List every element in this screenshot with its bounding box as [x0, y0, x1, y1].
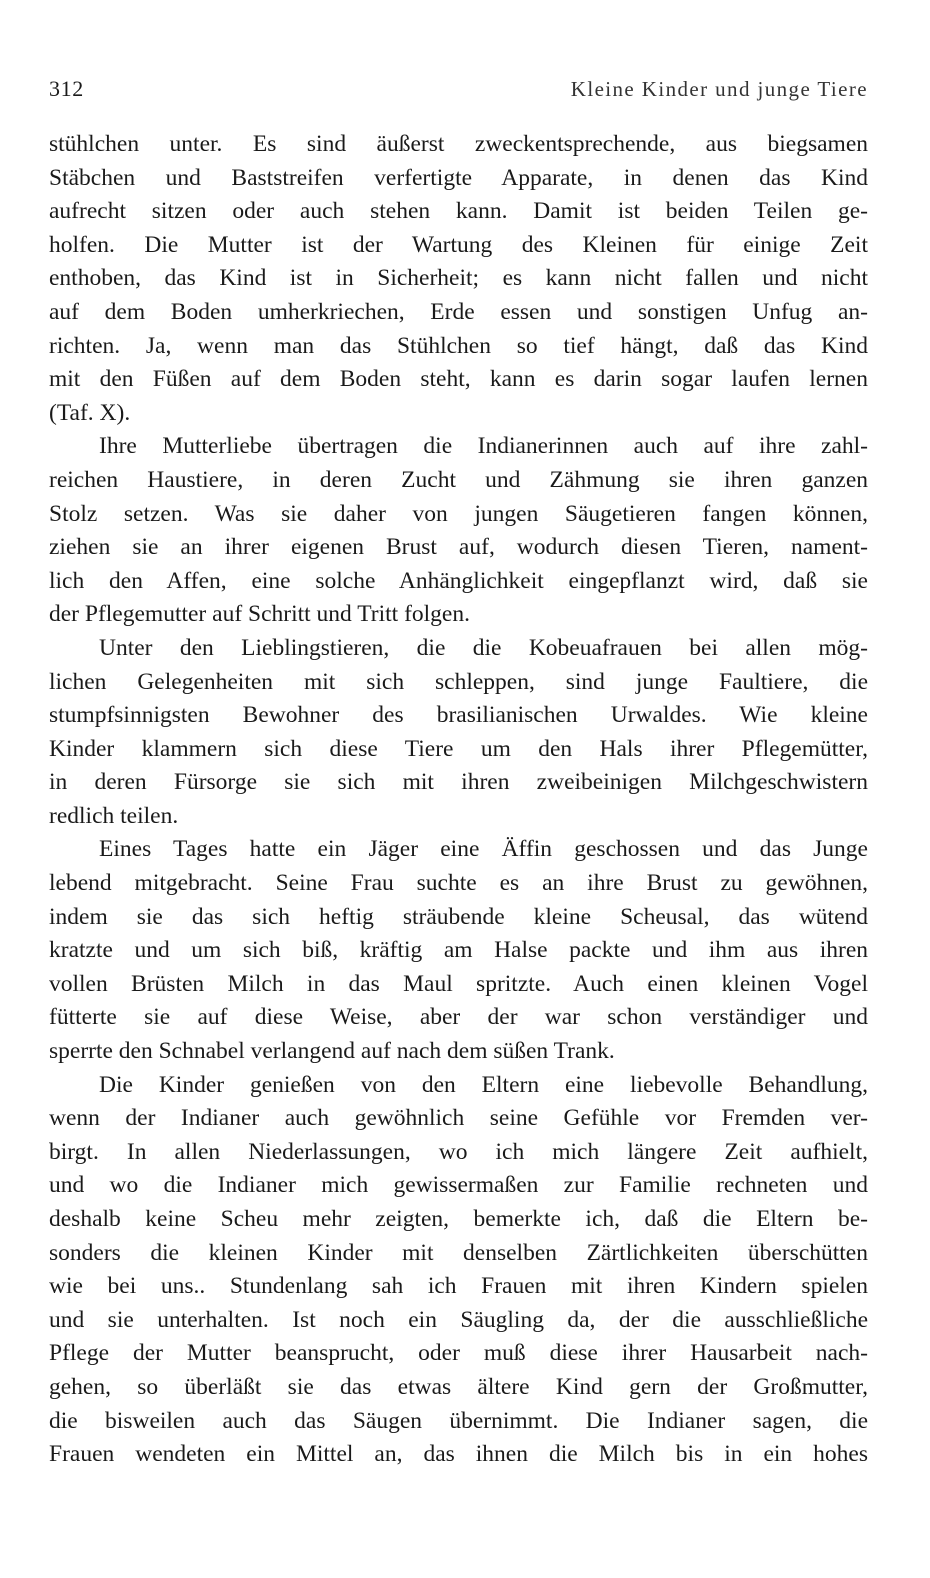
text-line: Stäbchen und Baststreifen verfertigte Apparate, in denen das Kind [49, 164, 868, 191]
text-line: richten. Ja, wenn man das Stühlchen so tief hängt, daß das Kind [49, 332, 868, 359]
text-line: enthoben, das Kind ist in Sicherheit; es kann nicht fallen und nicht [49, 265, 868, 292]
running-header [49, 76, 868, 106]
text-line: redlich teilen. [49, 802, 179, 829]
text-line: auf dem Boden umherkriechen, Erde essen und sonstigen Unfug an- [49, 298, 868, 325]
text-line: lich den Affen, eine solche Anhänglichkeit eingepflanzt wird, daß sie [49, 567, 868, 594]
text-line: und sie unterhalten. Ist noch ein Säugling da, der die ausschließliche [49, 1306, 868, 1333]
text-line: deshalb keine Scheu mehr zeigten, bemerkte ich, daß die Eltern be- [49, 1206, 868, 1232]
text-line: gehen, so überläßt sie das etwas ältere Kind gern der Großmutter, [49, 1373, 868, 1400]
text-line: kratzte und um sich biß, kräftig am Halse packte und ihm aus ihren [49, 937, 868, 964]
text-line: lebend mitgebracht. Seine Frau suchte es an ihre Brust zu gewöhnen, [49, 870, 868, 897]
text-line: der Pflegemutter auf Schritt und Tritt folgen. [49, 601, 470, 628]
text-line: Eines Tages hatte ein Jäger eine Äffin geschossen und das Junge [99, 836, 868, 863]
text-line: vollen Brüsten Milch in das Maul spritzte. Auch einen kleinen Vogel [49, 970, 868, 997]
text-line: stumpfsinnigsten Bewohner des brasilianischen Urwaldes. Wie kleine [49, 702, 868, 729]
text-line: holfen. Die Mutter ist der Wartung des Kleinen für einige Zeit [49, 231, 868, 258]
text-line: Unter den Lieblingstieren, die die Kobeuafrauen bei allen mög- [99, 634, 868, 661]
text-line: ziehen sie an ihrer eigenen Brust auf, wodurch diesen Tieren, nament- [49, 534, 868, 561]
text-line: mit den Füßen auf dem Boden steht, kann es darin sogar laufen lernen [49, 366, 868, 393]
text-line: Ihre Mutterliebe übertragen die Indianerinnen auch auf ihre zahl- [99, 433, 868, 460]
text-line: lichen Gelegenheiten mit sich schleppen, sind junge Faultiere, die [49, 668, 868, 695]
text-line: Die Kinder genießen von den Eltern eine liebevolle Behandlung, [99, 1071, 868, 1098]
text-line: sperrte den Schnabel verlangend auf nach dem süßen Trank. [49, 1038, 615, 1065]
running-title: Kleine Kinder und junge Tiere [570, 77, 868, 101]
text-line: birgt. In allen Niederlassungen, wo ich mich längere Zeit aufhielt, [49, 1138, 868, 1165]
text-line: reichen Haustiere, in deren Zucht und Zähmung sie ihren ganzen [49, 466, 868, 493]
text-line: sonders die kleinen Kinder mit denselben Zärtlichkeiten überschütten [49, 1239, 868, 1266]
text-line: indem sie das sich heftig sträubende kleine Scheusal, das wütend [49, 903, 868, 930]
text-line: Stolz setzen. Was sie daher von jungen Säugetieren fangen können, [49, 500, 868, 527]
text-line: fütterte sie auf diese Weise, aber der war schon verständiger und [49, 1004, 868, 1031]
text-line: wie bei uns.. Stundenlang sah ich Frauen mit ihren Kindern spielen [49, 1273, 868, 1300]
text-line: wenn der Indianer auch gewöhnlich seine Gefühle vor Fremden ver- [49, 1105, 868, 1132]
page-number: 312 [49, 76, 84, 101]
text-line: aufrecht sitzen oder auch stehen kann. Damit ist beiden Teilen ge- [49, 198, 868, 225]
text-line: stühlchen unter. Es sind äußerst zweckentsprechende, aus biegsamen [49, 131, 868, 157]
text-line: die bisweilen auch das Säugen übernimmt. Die Indianer sagen, die [49, 1407, 868, 1434]
text-line: Pflege der Mutter beansprucht, oder muß diese ihrer Hausarbeit nach- [49, 1340, 868, 1367]
body-text [49, 128, 868, 1472]
text-line: (Taf. X). [49, 399, 131, 426]
text-line: Kinder klammern sich diese Tiere um den Hals ihrer Pflegemütter, [49, 735, 868, 762]
text-line: und wo die Indianer mich gewissermaßen zur Familie rechneten und [49, 1172, 868, 1199]
text-line: Frauen wendeten ein Mittel an, das ihnen die Milch bis in ein hohes [49, 1441, 868, 1468]
text-line: in deren Fürsorge sie sich mit ihren zweibeinigen Milchgeschwistern [49, 769, 868, 796]
